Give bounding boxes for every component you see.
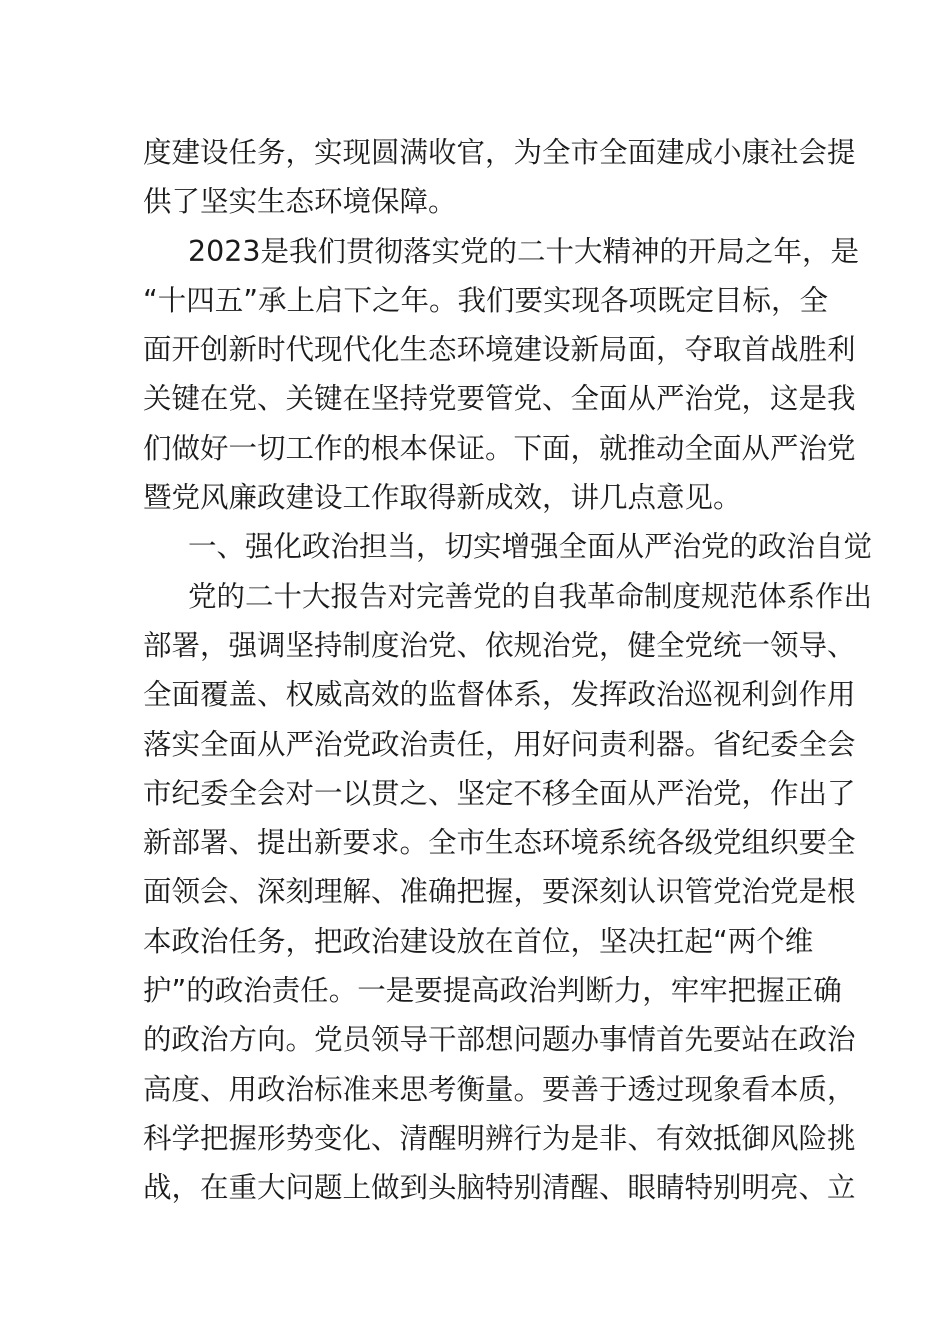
- text-line: 供了坚实生态环境保障。: [143, 185, 457, 219]
- text-line: 关键在党、关键在坚持党要管党、全面从严治党，这是我: [143, 382, 856, 416]
- text-line: 市纪委全会对一以贯之、坚定不移全面从严治党，作出了: [143, 776, 856, 810]
- text-line: 战，在重大问题上做到头脑特别清醒、眼睛特别明亮、立: [143, 1171, 856, 1205]
- text-line: 的政治方向。党员领导干部想问题办事情首先要站在政治: [143, 1023, 856, 1057]
- text-line: 度建设任务，实现圆满收官，为全市全面建成小康社会提: [143, 136, 856, 169]
- body-text: [143, 128, 873, 1213]
- text-line: 们做好一切工作的根本保证。下面，就推动全面从严治党: [143, 431, 856, 465]
- text-line: 面开创新时代现代化生态环境建设新局面，夺取首战胜利: [143, 333, 856, 367]
- text-line: 科学把握形势变化、清醒明辨行为是非、有效抵御风险挑: [143, 1121, 856, 1155]
- text-line: 全面覆盖、权威高效的监督体系，发挥政治巡视利剑作用: [143, 678, 856, 712]
- paragraph-start-line: 2023是我们贯彻落实党的二十大精神的开局之年，是: [188, 234, 860, 268]
- text-line: 高度、用政治标准来思考衡量。要善于透过现象看本质，: [143, 1072, 856, 1106]
- text-line: 新部署、提出新要求。全市生态环境系统各级党组织要全: [143, 826, 856, 860]
- text-line: 护”的政治责任。一是要提高政治判断力，牢牢把握正确: [143, 974, 842, 1008]
- text-line: 本政治任务，把政治建设放在首位，坚决扛起“两个维: [143, 924, 814, 958]
- paragraph-start-line: 党的二十大报告对完善党的自我革命制度规范体系作出: [188, 579, 873, 613]
- text-line: 暨党风廉政建设工作取得新成效，讲几点意见。: [143, 481, 742, 515]
- text-line: “十四五”承上启下之年。我们要实现各项既定目标，全: [143, 283, 829, 317]
- text-line: 落实全面从严治党政治责任，用好问责利器。省纪委全会: [143, 727, 856, 761]
- section-heading: 一、强化政治担当，切实增强全面从严治党的政治自觉: [188, 530, 873, 564]
- text-line: 面领会、深刻理解、准确把握，要深刻认识管党治党是根: [143, 875, 856, 909]
- text-line: 部署，强调坚持制度治党、依规治党，健全党统一领导、: [143, 628, 856, 662]
